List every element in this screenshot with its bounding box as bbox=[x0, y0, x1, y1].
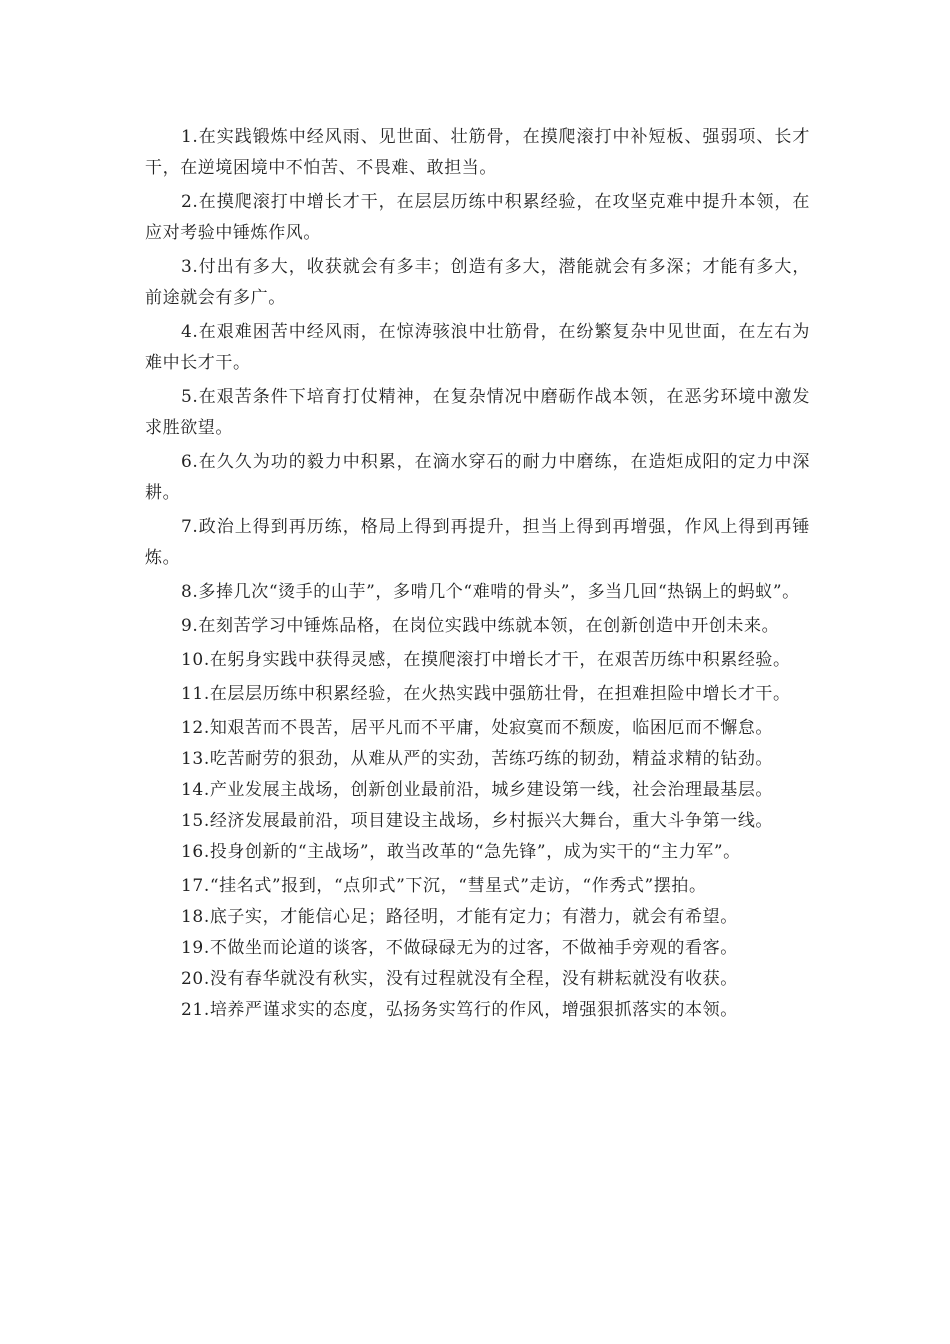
paragraph-7: 7.政治上得到再历练，格局上得到再提升，担当上得到再增强，作风上得到再锤炼。 bbox=[145, 517, 810, 568]
paragraph-18: 18.底子实，才能信心足；路径明，才能有定力；有潜力，就会有希望。 bbox=[181, 907, 738, 927]
paragraph-19: 19.不做坐而论道的谈客，不做碌碌无为的过客，不做袖手旁观的看客。 bbox=[181, 938, 738, 958]
paragraph-12: 12.知艰苦而不畏苦，居平凡而不平庸，处寂寞而不颓废，临困厄而不懈怠。 bbox=[181, 718, 774, 738]
paragraph-14: 14.产业发展主战场，创新创业最前沿，城乡建设第一线，社会治理最基层。 bbox=[181, 780, 774, 800]
paragraph-9: 9.在刻苦学习中锤炼品格，在岗位实践中练就本领，在创新创造中开创未来。 bbox=[181, 616, 780, 636]
paragraph-11: 11.在层层历练中积累经验，在火热实践中强筋壮骨，在担难担险中增长才干。 bbox=[181, 684, 791, 704]
paragraph-20: 20.没有春华就没有秋实，没有过程就没有全程，没有耕耘就没有收获。 bbox=[181, 969, 738, 989]
paragraph-5: 5.在艰苦条件下培育打仗精神，在复杂情况中磨砺作战本领，在恶劣环境中激发求胜欲望。 bbox=[145, 387, 810, 438]
paragraph-17: 17.“挂名式”报到，“点卯式”下沉，“彗星式”走访，“作秀式”摆拍。 bbox=[181, 876, 707, 896]
paragraph-8: 8.多捧几次“烫手的山芋”，多啃几个“难啃的骨头”，多当几回“热锅上的蚂蚁”。 bbox=[181, 582, 800, 602]
paragraph-13: 13.吃苦耐劳的狠劲，从难从严的实劲，苦练巧练的韧劲，精益求精的钻劲。 bbox=[181, 749, 774, 769]
paragraph-1: 1.在实践锻炼中经风雨、见世面、壮筋骨，在摸爬滚打中补短板、强弱项、长才干，在逆境困境中不怕苦、不畏难、敢担当。 bbox=[145, 127, 810, 178]
paragraph-6: 6.在久久为功的毅力中积累，在滴水穿石的耐力中磨练，在造炬成阳的定力中深耕。 bbox=[145, 452, 810, 503]
paragraph-15: 15.经济发展最前沿，项目建设主战场，乡村振兴大舞台，重大斗争第一线。 bbox=[181, 811, 774, 831]
paragraph-21: 21.培养严谨求实的态度，弘扬务实笃行的作风，增强狠抓落实的本领。 bbox=[181, 1000, 738, 1020]
paragraph-3: 3.付出有多大，收获就会有多丰；创造有多大，潜能就会有多深；才能有多大，前途就会有多广。 bbox=[145, 257, 810, 308]
document-body bbox=[145, 122, 810, 1026]
paragraph-2: 2.在摸爬滚打中增长才干，在层层历练中积累经验，在攻坚克难中提升本领，在应对考验中锤炼作风。 bbox=[145, 192, 810, 243]
paragraph-16: 16.投身创新的“主战场”，敢当改革的“急先锋”，成为实干的“主力军”。 bbox=[181, 842, 741, 862]
paragraph-4: 4.在艰难困苦中经风雨，在惊涛骇浪中壮筋骨，在纷繁复杂中见世面，在左右为难中长才干。 bbox=[145, 322, 810, 373]
paragraph-10: 10.在躬身实践中获得灵感，在摸爬滚打中增长才干，在艰苦历练中积累经验。 bbox=[181, 650, 791, 670]
